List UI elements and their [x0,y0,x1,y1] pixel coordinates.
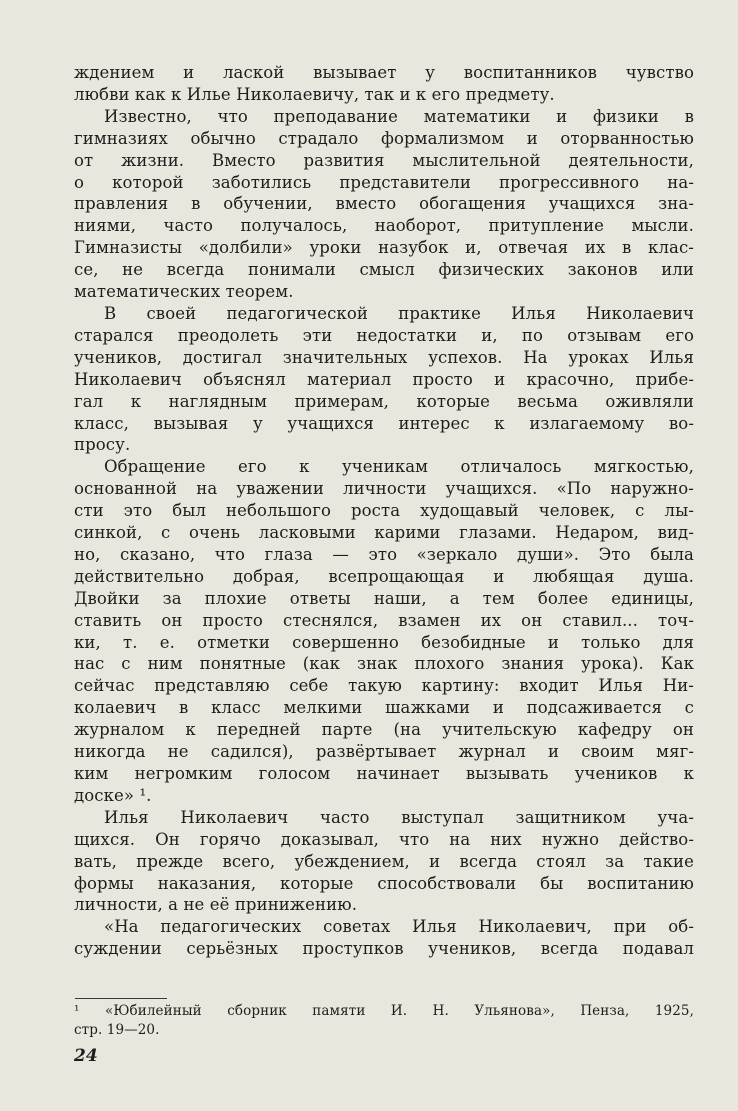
text-line: от жизни. Вместо развития мыслительной деятельности, [74,150,694,170]
footnote [74,1002,694,1040]
text-line: нас с ним понятные (как знак плохого знания урока). Как [74,654,694,674]
text-line: колаевич в класс мелкими шажками и подсаживается с [74,698,694,718]
main-text [74,62,694,960]
text-line: правления в обучении, вместо обогащения учащихся зна- [74,194,694,214]
text-line: вать, прежде всего, убеждением, и всегда стоял за такие [74,851,694,871]
footnote-rule [75,998,167,999]
text-line: математических теорем. [74,282,294,302]
text-line: сти это был небольшого роста худощавый человек, с лы- [74,501,694,521]
text-line: сейчас представляю себе такую картину: входит Илья Ни- [74,676,694,696]
text-line: класс, вызывая у учащихся интерес к излагаемому во- [74,413,694,433]
page-number: 24 [74,1046,98,1066]
footnote-line: ¹ «Юбилейный сборник памяти И. Н. Ульянова», Пенза, 1925, [74,1003,694,1019]
text-line: формы наказания, которые способствовали бы воспитанию [74,873,694,893]
text-line: основанной на уважении личности учащихся. «По наружно- [74,479,694,499]
text-line: просу. [74,435,131,455]
text-line: старался преодолеть эти недостатки и, по отзывам его [74,325,694,345]
text-line: синкой, с очень ласковыми карими глазами. Недаром, вид- [74,523,694,543]
text-line: ждением и лаской вызывает у воспитанников чувство [74,63,694,82]
text-line: доске» ¹. [74,785,152,805]
text-line: но, сказано, что глаза — это «зеркало души». Это была [74,544,694,564]
paragraph-start: Известно, что преподавание математики и физики в [104,106,694,126]
text-line: ниями, часто получалось, наоборот, притупление мысли. [74,216,694,236]
text-line: гал к наглядным примерам, которые весьма оживляли [74,391,694,411]
text-line: никогда не садился), развёртывает журнал и своим мяг- [74,742,694,762]
footnote-line: стр. 19—20. [74,1022,160,1038]
text-line: о которой заботились представители прогрессивного на- [74,172,694,192]
paragraph-start: «На педагогических советах Илья Николаевич, при об- [104,917,694,937]
text-line: Николаевич объяснял материал просто и красочно, прибе- [74,369,694,389]
text-line: действительно добрая, всепрощающая и любящая душа. [74,566,694,586]
paragraph-start: Обращение его к ученикам отличалось мягкостью, [104,457,694,477]
text-line: ки, т. е. отметки совершенно безобидные и только для [74,632,694,652]
paragraph-start: В своей педагогической практике Илья Николаевич [104,303,694,323]
paragraph-start: Илья Николаевич часто выступал защитником уча- [104,807,694,827]
text-line: Двойки за плохие ответы наши, а тем более единицы, [74,588,694,608]
text-line: суждении серьёзных проступков учеников, всегда подавал [74,939,694,959]
text-line: щихся. Он горячо доказывал, что на них нужно действо- [74,829,694,849]
text-line: Гимназисты «долбили» уроки назубок и, отвечая их в клас- [74,238,694,258]
text-line: журналом к передней парте (на учительскую кафедру он [74,720,694,740]
text-line: ставить он просто стеснялся, взамен их он ставил... точ- [74,610,694,630]
text-line: ким негромким голосом начинает вызывать учеников к [74,764,694,783]
text-line: учеников, достигал значительных успехов. На уроках Илья [74,347,694,367]
text-line: личности, а не её принижению. [74,895,358,915]
text-line: гимназиях обычно страдало формализмом и оторванностью [74,128,694,148]
text-line: любви как к Илье Николаевичу, так и к его предмету. [74,84,555,104]
text-line: се, не всегда понимали смысл физических законов или [74,260,694,280]
